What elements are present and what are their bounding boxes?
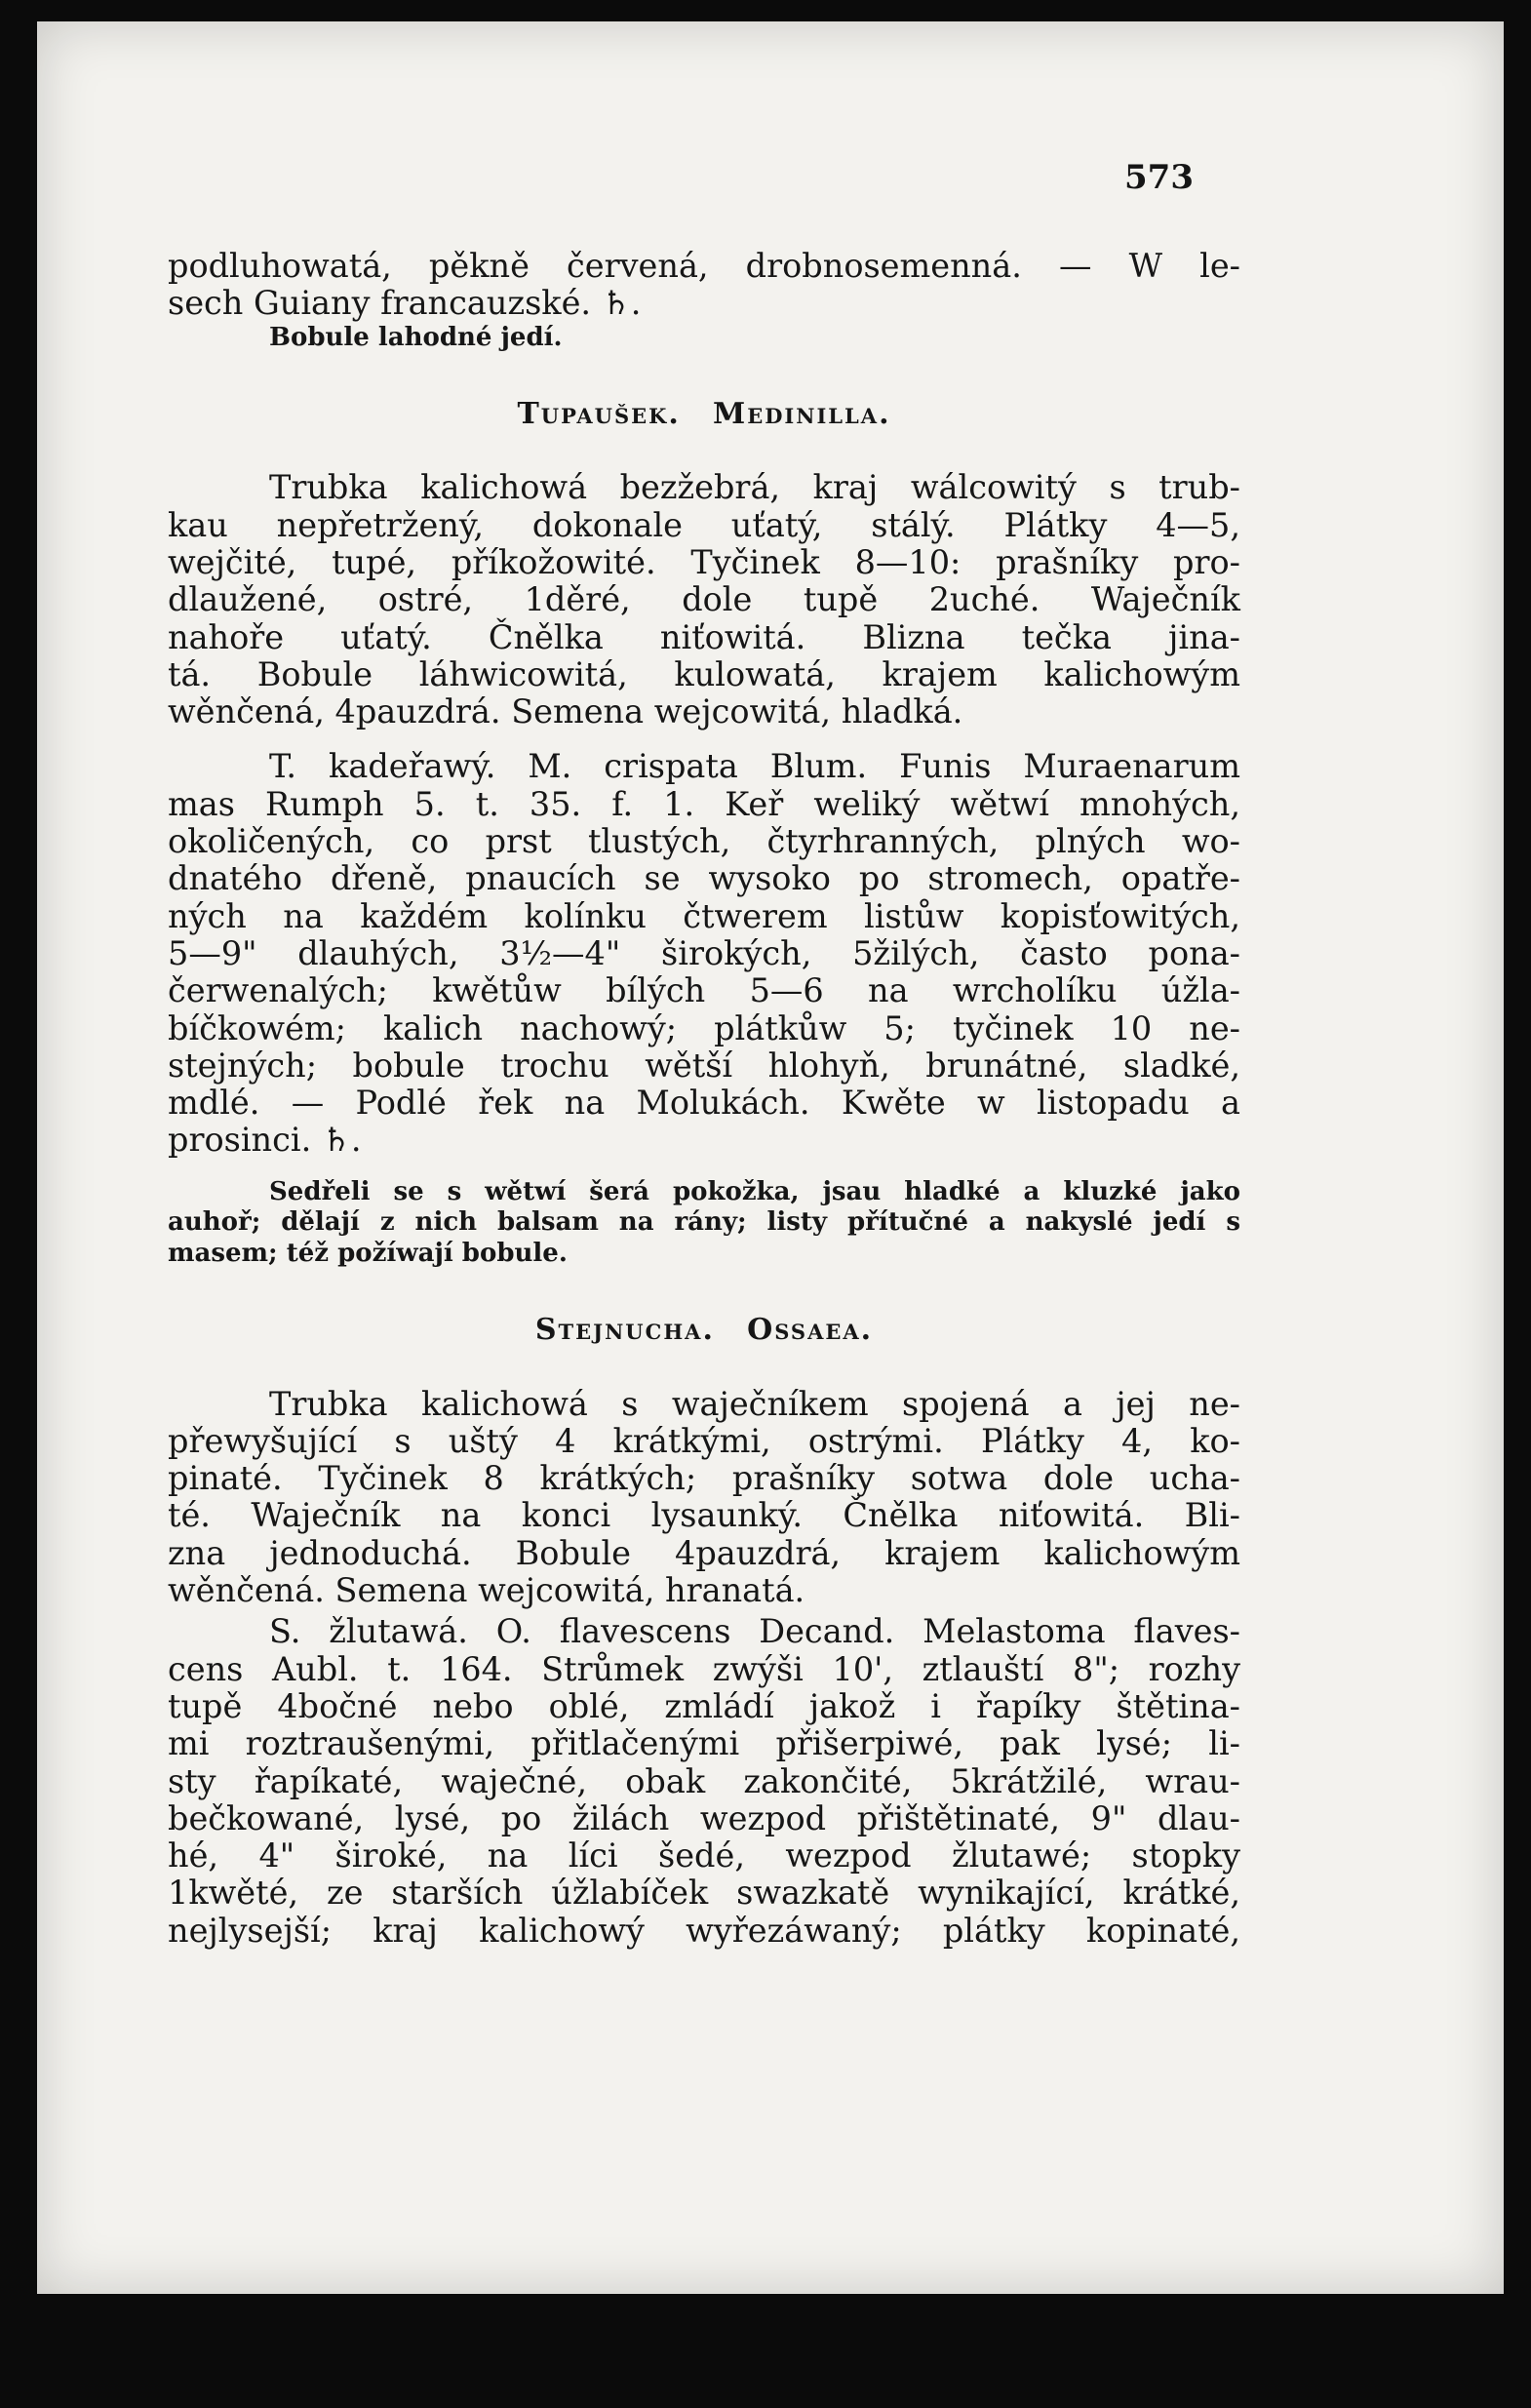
text-line: tupě 4bočné nebo oblé, zmládí jakož i řapíky štětina- — [168, 1686, 1240, 1725]
text-line: nahoře uťatý. Čnělka niťowitá. Blizna tečka jina- — [168, 617, 1240, 656]
text-line: auhoř; dělají z nich balsam na rány; listy přítučné a nakyslé jedí s — [168, 1207, 1240, 1238]
text-line: tá. Bobule láhwicowitá, kulowatá, krajem kalichowým — [168, 654, 1240, 693]
text-line: bíčkowém; kalich nachowý; plátkůw 5; tyčinek 10 ne- — [168, 1008, 1240, 1047]
genus-heading-ossaea — [168, 1312, 1240, 1350]
species-description — [168, 1613, 1240, 1950]
text-line: wěnčená, 4pauzdrá. Semena wejcowitá, hladká. — [168, 692, 963, 731]
text-line: sech Guiany francauzské. ♄. — [168, 284, 642, 323]
text-line: 1kwěté, ze starších úžlabíček swazkatě wynikající, krátké, — [168, 1874, 1240, 1913]
genus-name-latin: Ossaea. — [747, 1313, 874, 1348]
text-line: sty řapíkaté, waječné, obak zakončité, 5krátžilé, wrau- — [168, 1761, 1240, 1800]
text-line: wejčité, tupé, příkožowité. Tyčinek 8—10: prašníky pro- — [168, 542, 1240, 581]
intro-paragraph — [168, 248, 1240, 323]
genus-description — [168, 469, 1240, 730]
text-line: pinaté. Tyčinek 8 krátkých; prašníky sotwa dole ucha- — [168, 1459, 1240, 1498]
text-line: podluhowatá, pěkně červená, drobnosemenná. — W le- — [168, 247, 1240, 285]
text-line: dnatého dřeně, pnaucích se wysoko po stromech, opatře- — [168, 859, 1240, 898]
text-line: hé, 4" široké, na líci šedé, wezpod žlutawé; stopky — [168, 1836, 1240, 1875]
text-line: přewyšující s uštý 4 krátkými, ostrými. Plátky 4, ko- — [168, 1421, 1240, 1460]
usage-note: Bobule lahodné jedí. — [269, 322, 563, 352]
genus-name-czech: Tupaušek. — [517, 397, 681, 432]
text-line: Trubka kalichowá s waječníkem spojená a jej ne- — [269, 1384, 1240, 1423]
text-line: mi roztraušenými, přitlačenými přišerpiwé, pak lysé; li- — [168, 1724, 1240, 1763]
genus-description — [168, 1386, 1240, 1610]
genus-name-czech: Stejnucha. — [534, 1313, 715, 1348]
text-line: nejlysejší; kraj kalichowý wyřezáwaný; plátky kopinaté, — [168, 1911, 1240, 1950]
text-line: prosinci. ♄. — [168, 1121, 362, 1160]
text-line: Trubka kalichowá bezžebrá, kraj wálcowitý s trub- — [269, 468, 1240, 507]
text-line: 5—9" dlauhých, 3½—4" širokých, 5žilých, často pona- — [168, 933, 1240, 972]
usage-note — [168, 1177, 1240, 1208]
usage-note-cont — [168, 1207, 1240, 1269]
text-line: té. Waječník na konci lysaunký. Čnělka niťowitá. Bli- — [168, 1496, 1240, 1535]
text-line: masem; též požíwají bobule. — [168, 1238, 568, 1268]
text-line: zna jednoduchá. Bobule 4pauzdrá, krajem kalichowým — [168, 1533, 1240, 1572]
text-line: S. žlutawá. O. flavescens Decand. Melastoma flaves- — [269, 1612, 1240, 1651]
text-line: stejných; bobule trochu wětší hlohyň, brunátné, sladké, — [168, 1046, 1240, 1085]
text-line: bečkowané, lysé, po žilách wezpod přištětinaté, 9" dlau- — [168, 1798, 1240, 1837]
text-line: cens Aubl. t. 164. Strůmek zwýši 10', ztlauští 8"; rozhy — [168, 1649, 1240, 1688]
genus-name-latin: Medinilla. — [713, 397, 891, 432]
text-line: okoličených, co prst tlustých, čtyrhranných, plných wo- — [168, 822, 1240, 861]
text-line: čerwenalých; kwětůw bílých 5—6 na wrcholíku úžla- — [168, 971, 1240, 1010]
text-line: dlaužené, ostré, 1děré, dole tupě 2uché. Waječník — [168, 580, 1240, 619]
text-line: T. kadeřawý. M. crispata Blum. Funis Muraenarum — [269, 747, 1240, 786]
page-number: 573 — [1124, 158, 1194, 197]
page-text — [168, 248, 1240, 1950]
text-line: mdlé. — Podlé řek na Molukách. Kwěte w listopadu a — [168, 1084, 1240, 1123]
species-description — [168, 748, 1240, 1159]
text-line: wěnčená. Semena wejcowitá, hranatá. — [168, 1571, 805, 1610]
book-page — [37, 21, 1504, 2294]
text-line: Sedřeli se s wětwí šerá pokožka, jsau hladké a kluzké jako — [269, 1176, 1240, 1206]
text-line: kau nepřetržený, dokonale uťatý, stálý. Plátky 4—5, — [168, 505, 1240, 544]
text-line: ných na každém kolínku čtwerem listůw kopisťowitých, — [168, 896, 1240, 935]
genus-heading-medinilla — [168, 396, 1240, 434]
text-line: mas Rumph 5. t. 35. f. 1. Keř weliký wětwí mnohých, — [168, 784, 1240, 823]
